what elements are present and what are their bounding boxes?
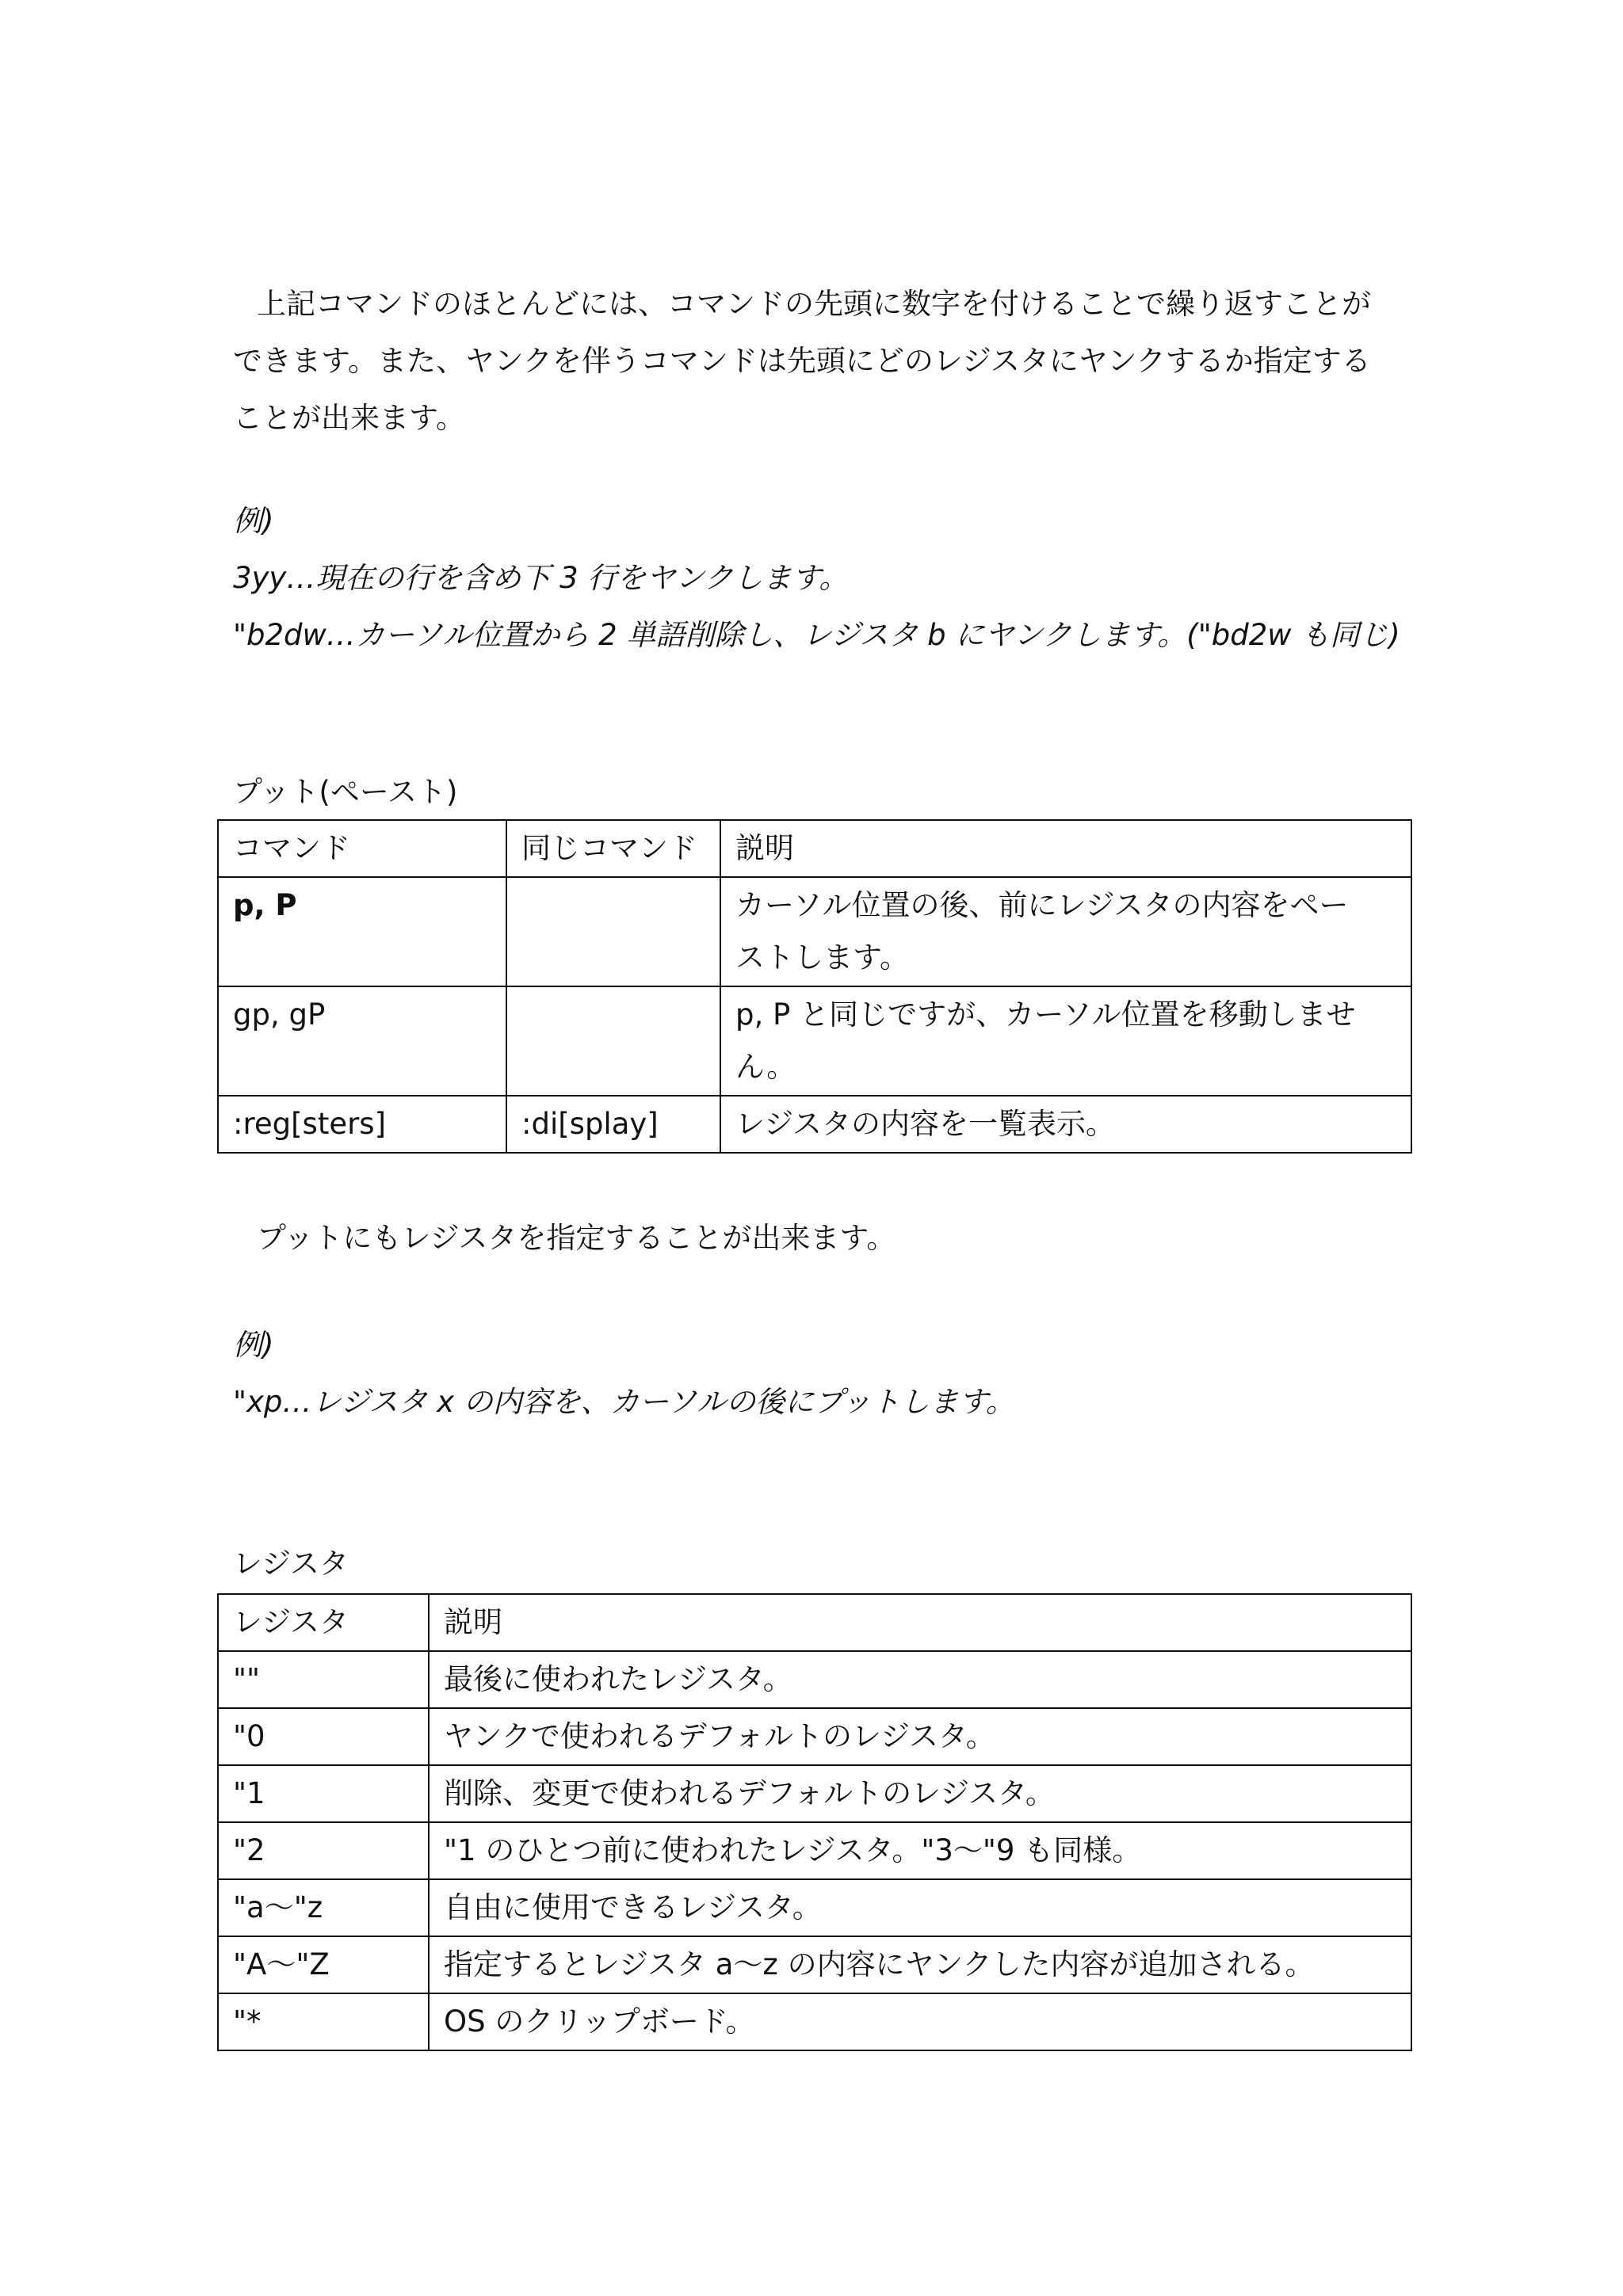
table-row [218, 1879, 1411, 1936]
table-row [218, 1936, 1411, 1993]
header-cell-description: 説明 [720, 820, 1411, 877]
intro-paragraph [233, 276, 1422, 333]
register-cell: "A～"Z [218, 1936, 429, 1993]
table-row [218, 877, 1411, 986]
register-table [217, 1593, 1412, 2051]
command-cell: p, P [218, 877, 506, 986]
description-cell [720, 986, 1411, 1096]
description-cell: 削除、変更で使われるデフォルトのレジスタ。 [429, 1765, 1411, 1822]
put-command-table [217, 819, 1412, 1154]
example-line: "xp…レジスタ x の内容を、カーソルの後にプットします。 [233, 1385, 1015, 1419]
put-section-caption: プット(ペースト) [233, 775, 458, 809]
table-row [218, 1651, 1411, 1708]
description-cell: 最後に使われたレジスタ。 [429, 1651, 1411, 1708]
register-section-caption: レジスタ [233, 1547, 349, 1581]
intro-line-1: 上記コマンドのほとんどには、コマンドの先頭に数字を付けることで繰り返すことが [257, 287, 1371, 321]
alias-cell [506, 877, 720, 986]
command-cell: gp, gP [218, 986, 506, 1096]
description-line: ん。 [735, 1050, 796, 1084]
put-note-paragraph: プットにもレジスタを指定することが出来ます。 [257, 1221, 896, 1255]
header-cell-description: 説明 [429, 1594, 1411, 1651]
description-line: p, P と同じですが、カーソル位置を移動しませ [735, 997, 1356, 1032]
table-row [218, 1765, 1411, 1822]
description-line: カーソル位置の後、前にレジスタの内容をペー [735, 888, 1349, 922]
example-label: 例) [233, 504, 274, 538]
alias-cell [506, 986, 720, 1096]
intro-paragraph-cont [233, 333, 1422, 447]
description-cell: "1 のひとつ前に使われたレジスタ。"3～"9 も同様。 [429, 1822, 1411, 1879]
intro-line-3: ことが出来ます。 [233, 401, 466, 435]
example-line: 3yy…現在の行を含め下 3 行をヤンクします。 [233, 561, 849, 595]
table-row [218, 1822, 1411, 1879]
intro-line-2: できます。また、ヤンクを伴うコマンドは先頭にどのレジスタにヤンクするか指定する [233, 344, 1371, 378]
table-header-row [218, 1594, 1411, 1651]
description-cell: 指定するとレジスタ a～z の内容にヤンクした内容が追加される。 [429, 1936, 1411, 1993]
table-row [218, 986, 1411, 1096]
description-line: ストします。 [735, 940, 910, 974]
register-cell: "2 [218, 1822, 429, 1879]
description-cell: ヤンクで使われるデフォルトのレジスタ。 [429, 1708, 1411, 1765]
register-cell: "0 [218, 1708, 429, 1765]
description-cell: レジスタの内容を一覧表示。 [720, 1096, 1411, 1153]
register-cell: "* [218, 1993, 429, 2050]
table-row [218, 1708, 1411, 1765]
command-cell: :reg[sters] [218, 1096, 506, 1153]
description-cell: 自由に使用できるレジスタ。 [429, 1879, 1411, 1936]
alias-cell: :di[splay] [506, 1096, 720, 1153]
description-cell [720, 877, 1411, 986]
example-line: "b2dw…カーソル位置から 2 単語削除し、レジスタ b にヤンクします。("bd2w も同じ) [233, 618, 1400, 652]
register-cell: "1 [218, 1765, 429, 1822]
register-cell: "a～"z [218, 1879, 429, 1936]
description-cell: OS のクリップボード。 [429, 1993, 1411, 2050]
example-block-1 [233, 493, 1485, 664]
example-block-2 [233, 1317, 1485, 1431]
header-cell-command: コマンド [218, 820, 506, 877]
example-label: 例) [233, 1328, 274, 1362]
table-row [218, 1096, 1411, 1153]
header-cell-alias: 同じコマンド [506, 820, 720, 877]
register-cell: "" [218, 1651, 429, 1708]
header-cell-register: レジスタ [218, 1594, 429, 1651]
table-row [218, 1993, 1411, 2050]
table-header-row [218, 820, 1411, 877]
